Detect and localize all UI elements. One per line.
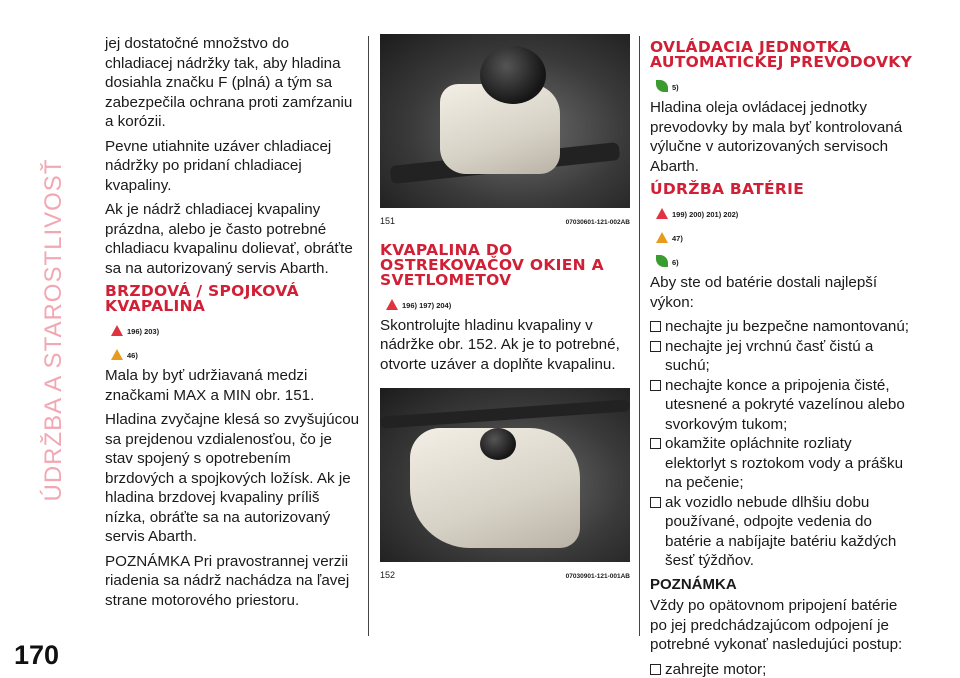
column-1 (105, 34, 360, 615)
paragraph: Vždy po opätovnom pripojení batérie po jej predchádzajúcom odpojení je potrebné vykonať nasledujúci postup: (650, 597, 903, 653)
caution-reference (656, 225, 915, 243)
paragraph: Aby ste od batérie dostali najlepší výkon: (650, 274, 878, 311)
list-item-text: nechajte jej vrchnú časť čistú a suchú; (665, 337, 874, 374)
column-2 (380, 34, 630, 597)
engine-hose-shape (380, 399, 630, 428)
section-heading: OVLÁDACIA JEDNOTKA AUTOMATICKEJ PREVODOVKY (650, 38, 913, 71)
warning-ref-text: 196) 197) 204) (402, 300, 452, 310)
column-3 (650, 34, 915, 678)
paragraph: Mala by byť udržiavaná medzi značkami MAX a MIN obr. 151. (105, 367, 315, 404)
figure-code: 07030601-121-002AB (565, 219, 630, 226)
warning-reference (656, 201, 915, 219)
caution-triangle-icon (656, 232, 668, 243)
paragraph: POZNÁMKA Pri pravostrannej verzii riadenia sa nádrž nachádza na ľavej strane motorového priestoru. (105, 552, 350, 609)
chapter-side-title: ÚDRŽBA A STAROSTLIVOSŤ (40, 158, 67, 502)
checkbox-bullet-icon (650, 438, 661, 449)
figure-152-washer-fluid-reservoir-photo (380, 388, 630, 562)
warning-triangle-icon (111, 325, 123, 336)
list-item (650, 660, 915, 678)
caution-ref-text: 46) (127, 351, 138, 360)
warning-triangle-icon (656, 208, 668, 219)
warning-reference (111, 318, 360, 336)
caution-reference (111, 342, 360, 360)
list-item (650, 337, 915, 376)
environment-leaf-icon (656, 255, 668, 267)
section-heading: ÚDRŽBA BATÉRIE (650, 180, 805, 198)
figure-number: 152 (380, 570, 396, 580)
warning-ref-text: 196) 203) (127, 327, 160, 336)
list-item (650, 376, 915, 435)
checkbox-bullet-icon (650, 321, 661, 332)
list-item (650, 434, 915, 493)
caution-triangle-icon (111, 349, 123, 360)
figure-caption (380, 566, 630, 587)
list-item-text: ak vozidlo nebude dlhšiu dobu používané, odpojte vedenia do batérie a nabíjajte batériu každých šesť týždňov. (665, 493, 897, 569)
warning-ref-text: 199) 200) 201) 202) (672, 210, 739, 219)
paragraph: jej dostatočné množstvo do chladiacej nádržky tak, aby hladina dosiahla značku F (plná) a tým sa zabezpečila ochrana proti zamŕzaniu a korózii. (105, 35, 353, 130)
list-item-text: nechajte konce a pripojenia čisté, utesnené a pokryté vazelínou alebo svorkovým tukom; (665, 376, 905, 433)
paragraph: Hladina oleja ovládacej jednotky prevodovky by mala byť kontrolovaná výlučne v autorizovaných servisoch Abarth. (650, 99, 903, 175)
list-item (650, 317, 915, 337)
caution-ref-text: 47) (672, 234, 683, 243)
environment-reference (656, 249, 915, 267)
figure-number: 151 (380, 216, 396, 226)
paragraph: Hladina zvyčajne klesá so zvyšujúcou sa prejdenou vzdialenosťou, čo je stav spojený s opotrebením brzdových a spojkových ložísk. Ak je hladina brzdovej kvapaliny príliš nízka, obráťte sa na autorizovaný servis Abarth. (105, 411, 360, 545)
reservoir-cap-shape (480, 46, 546, 104)
section-heading: KVAPALINA DO OSTREKOVAČOV OKIEN A SVETLOMETOV (380, 240, 604, 289)
environment-leaf-icon (656, 80, 668, 92)
list-item-text: zahrejte motor; (665, 660, 767, 678)
environment-ref-text: 6) (672, 258, 679, 267)
warning-reference (386, 292, 630, 310)
paragraph: Ak je nádrž chladiacej kvapaliny prázdna, alebo je často potrebné chladiacu kvapalinu dolievať, obráťte sa na autorizovaný servis Abarth. (105, 201, 353, 277)
reservoir-cap-shape (480, 428, 516, 460)
warning-triangle-icon (386, 299, 398, 310)
checkbox-bullet-icon (650, 497, 661, 508)
checkbox-bullet-icon (650, 664, 661, 675)
checkbox-bullet-icon (650, 341, 661, 352)
note-heading: POZNÁMKA (650, 575, 737, 593)
page-number: 170 (14, 640, 60, 670)
list-item-text: okamžite opláchnite rozliaty elektorlyt s roztokom vody a prášku na pečenie; (665, 435, 904, 491)
paragraph: Skontrolujte hladinu kvapaliny v nádržke obr. 152. Ak je to potrebné, otvorte uzáver a doplňte kvapalinu. (380, 316, 620, 373)
figure-code: 07030901-121-001AB (565, 573, 630, 580)
column-divider (368, 36, 369, 636)
list-item-text: nechajte ju bezpečne namontovanú; (665, 318, 910, 335)
paragraph: Pevne utiahnite uzáver chladiacej nádržky po pridaní chladiacej kvapaliny. (105, 137, 332, 194)
figure-151-brake-fluid-reservoir-photo (380, 34, 630, 208)
figure-caption (380, 212, 630, 233)
section-heading: BRZDOVÁ / SPOJKOVÁ KVAPALINA (105, 282, 299, 315)
environment-reference (656, 74, 915, 92)
checkbox-bullet-icon (650, 380, 661, 391)
list-item (650, 493, 915, 571)
environment-ref-text: 5) (672, 83, 679, 92)
column-divider (639, 36, 640, 636)
